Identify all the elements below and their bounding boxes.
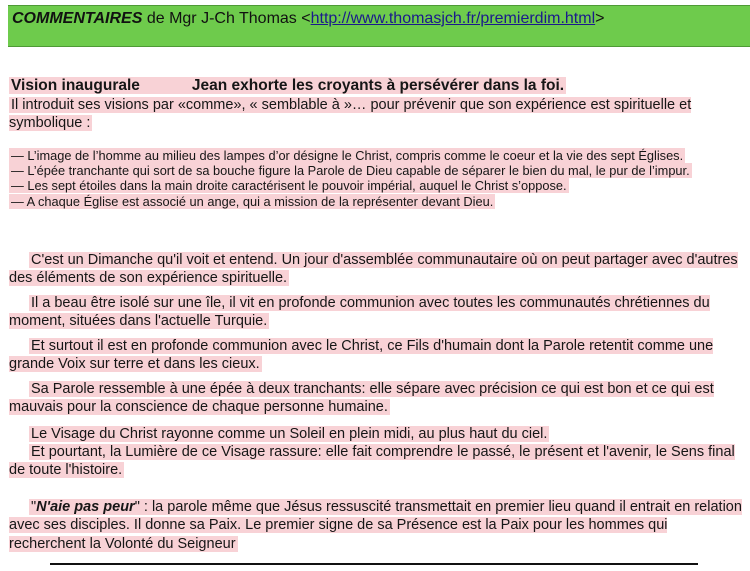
paragraph-ile: Il a beau être isolé sur une île, il vit en profonde communion avec toutes les communautés chrétiennes du moment, situées dans l'actuelle Turquie. [9,295,710,330]
heading-right: Jean exhorte les croyants à persévérer dans la foi. [191,77,565,94]
header-title: COMMENTAIRES [12,10,143,27]
bottom-divider [50,563,698,565]
intro-paragraph [9,96,742,132]
heading-left: Vision inaugurale [11,77,140,94]
header-banner [8,5,750,47]
paragraph-communion: Et surtout il est en profonde communion avec le Christ, ce Fils d'humain dont la Parole retentit comme une grande Voix sur terre et dans les cieux. [9,338,714,373]
paragraph-dimanche: C'est un Dimanche qu'il voit et entend. Un jour d'assemblée communautaire où on peut partager avec d'autres des éléments de son expérience spirituelle. [9,252,738,287]
paragraph-parole: Sa Parole ressemble à une épée à deux tranchants: elle sépare avec précision ce qui est bon et ce qui est mauvais pour la conscience de chaque personne humaine. [9,381,714,416]
bullet-item: — Les sept étoiles dans la main droite caractérisent le pouvoir impérial, auquel le Christ s’oppose. [11,178,567,194]
bullet-list [9,148,742,209]
emphasis-naie-pas-peur: N'aie pas peur [36,499,135,515]
paragraph-lumiere: Et pourtant, la Lumière de ce Visage rassure: elle fait comprendre le passé, le présent et l'avenir, le Sens final de toute l'histoire. [9,444,735,479]
header-link-close: > [595,10,605,27]
intro-text: Il introduit ses visions par «comme», « semblable à »… pour prévenir que son expérience est spirituelle et symbolique : [9,97,692,131]
section-heading [9,77,742,94]
bullet-item: — L’épée tranchante qui sort de sa bouche figure la Parole de Dieu capable de séparer le bien du mal, le pur de l’impur. [11,163,690,179]
header-link-open: < [301,10,311,27]
paragraph-visage: Le Visage du Christ rayonne comme un Soleil en plein midi, au plus haut du ciel. [31,426,548,442]
bullet-item: — L’image de l’homme au milieu des lampes d’or désigne le Christ, compris comme le coeur et la vie des sept Églises. [11,148,684,163]
paragraph-paix: "N'aie pas peur" : la parole même que Jésus ressuscité transmettait en premier lieu quand il entrait en relation avec ses disciples. Il donne sa Paix. Le premier signe de sa Présence est la Paix pour les hommes qui recherchent la Volonté du Seigneur [9,499,742,552]
header-text [12,10,604,28]
header-author: de Mgr J-Ch Thomas [142,10,302,27]
header-link[interactable]: http://www.thomasjch.fr/premierdim.html [310,10,596,27]
bullet-item: — A chaque Église est associé un ange, qui a mission de la représenter devant Dieu. [11,193,494,209]
